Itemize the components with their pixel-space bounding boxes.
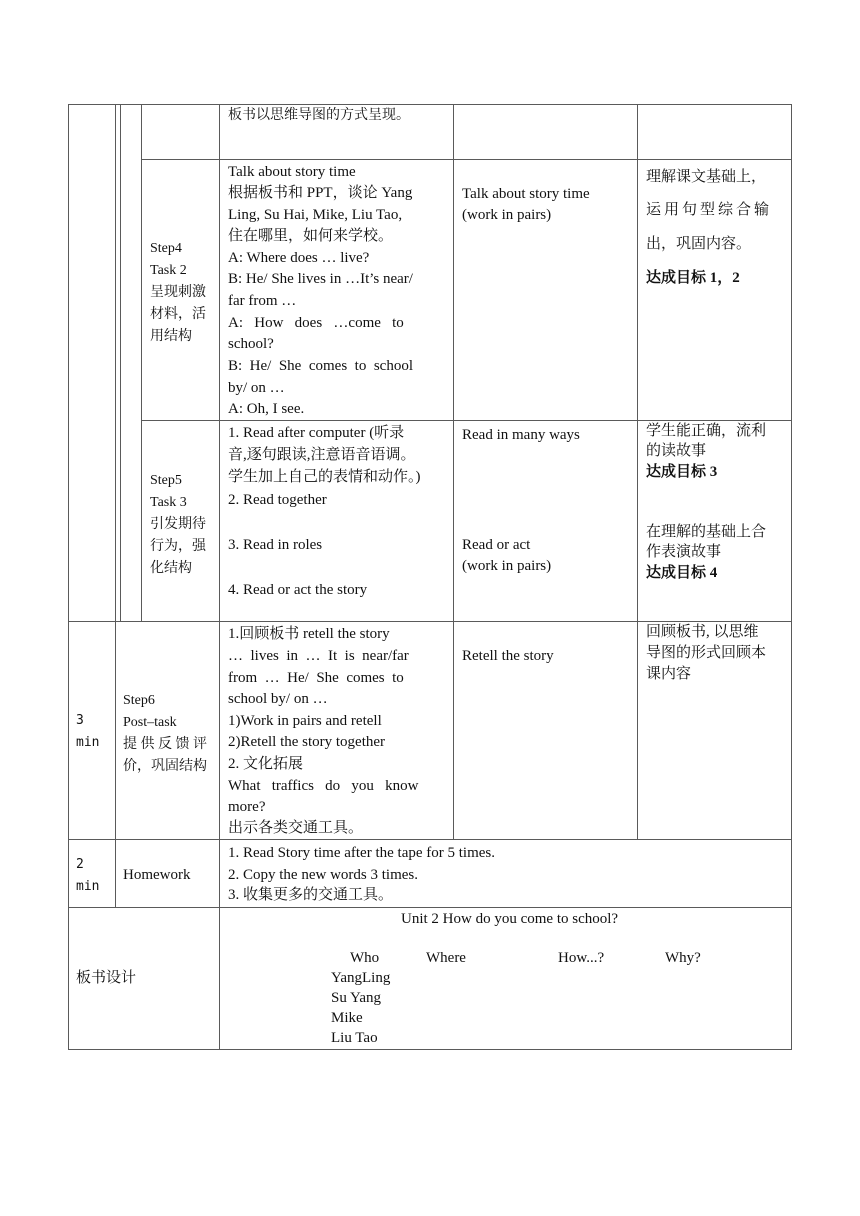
table-left-border — [68, 104, 69, 1050]
task-label: Task 2 — [150, 263, 187, 278]
activity-line: A: How does …come to — [228, 315, 404, 331]
board-name: Su Yang — [331, 990, 382, 1006]
activity-line: 音,逐句跟读,注意语音语调。 — [228, 447, 416, 463]
activity-line: by/ on … — [228, 380, 285, 396]
col-divider — [637, 104, 638, 840]
table-bottom-border — [68, 1049, 792, 1050]
activity-line: A: Oh, I see. — [228, 401, 305, 417]
step-label: Step6 — [123, 693, 155, 708]
student-activity: (work in pairs) — [462, 558, 552, 574]
activity-line: from … He/ She comes to — [228, 670, 404, 686]
time-unit: min — [76, 879, 100, 894]
activity-line: 4. Read or act the story — [228, 582, 368, 598]
activity-line: 根据板书和 PPT，谈论 Yang — [228, 185, 413, 201]
activity-line: 学生加上自己的表情和动作。) — [228, 469, 421, 485]
activity-line: school? — [228, 336, 274, 352]
board-title: Unit 2 How do you come to school? — [401, 911, 619, 927]
goal-line: 在理解的基础上合 — [646, 524, 767, 540]
student-activity: Talk about story time — [462, 186, 590, 202]
row-divider — [68, 907, 792, 908]
activity-line: 1. Read after computer (听录 — [228, 425, 405, 441]
homework-item: 3. 收集更多的交通工具。 — [228, 887, 394, 903]
activity-line: A: Where does … live? — [228, 250, 370, 266]
goal-line: 回顾板书, 以思维 — [646, 624, 759, 640]
activity-line: 2)Retell the story together — [228, 734, 386, 750]
board-header-who: Who — [350, 950, 380, 966]
col-divider — [120, 104, 121, 622]
student-activity: Retell the story — [462, 648, 554, 664]
student-activity: Read or act — [462, 537, 531, 553]
homework-item: 2. Copy the new words 3 times. — [228, 867, 418, 883]
step-label: Step4 — [150, 241, 182, 256]
activity-line: … lives in … It is near/far — [228, 648, 409, 664]
board-name: Mike — [331, 1010, 363, 1026]
purpose-line: 提 供 反 馈 评 — [123, 737, 207, 752]
goal-target: 达成目标 3 — [646, 464, 718, 480]
purpose-line: 呈现刺激 — [150, 285, 206, 300]
task-label: Post–task — [123, 715, 177, 730]
goal-line: 出，巩固内容。 — [646, 236, 752, 252]
board-label: 板书设计 — [76, 970, 137, 986]
activity-line: 出示各类交通工具。 — [228, 820, 364, 836]
activity-line: 1.回顾板书 retell the story — [228, 626, 390, 642]
activity-line: Talk about story time — [228, 164, 356, 180]
activity-line: B: He/ She comes to school — [228, 358, 413, 374]
task-label: Task 3 — [150, 495, 187, 510]
col-divider — [453, 104, 454, 840]
activity-line: far from … — [228, 293, 297, 309]
board-header-how: How...? — [558, 950, 605, 966]
time-value: 2 — [76, 857, 84, 872]
board-name: YangLing — [331, 970, 391, 986]
row-divider — [68, 839, 792, 840]
col-divider — [141, 104, 142, 622]
purpose-line: 材料，活 — [150, 307, 206, 322]
row-divider — [141, 159, 792, 160]
board-header-why: Why? — [665, 950, 701, 966]
board-header-where: Where — [426, 950, 466, 966]
homework-label: Homework — [123, 867, 191, 883]
activity-text: 板书以思维导图的方式呈现。 — [228, 108, 410, 123]
goal-line: 作表演故事 — [646, 544, 722, 560]
board-name: Liu Tao — [331, 1030, 378, 1046]
purpose-line: 价，巩固结构 — [123, 759, 207, 774]
goal-line: 运用句型综合输 — [646, 202, 773, 218]
step-label: Step5 — [150, 473, 182, 488]
goal-line: 导图的形式回顾本 — [646, 645, 767, 661]
activity-line: Ling, Su Hai, Mike, Liu Tao, — [228, 207, 403, 223]
col-divider — [219, 104, 220, 1050]
purpose-line: 化结构 — [150, 561, 192, 576]
goal-target: 达成目标 4 — [646, 565, 718, 581]
goal-line: 的读故事 — [646, 443, 707, 459]
activity-line: B: He/ She lives in …It’s near/ — [228, 271, 413, 287]
goal-line: 理解课文基础上， — [646, 169, 767, 185]
homework-item: 1. Read Story time after the tape for 5 times. — [228, 845, 496, 861]
goal-target: 达成目标 1，2 — [646, 270, 740, 286]
purpose-line: 用结构 — [150, 329, 192, 344]
activity-line: 2. 文化拓展 — [228, 756, 304, 772]
activity-line: school by/ on … — [228, 691, 328, 707]
activity-line: 3. Read in roles — [228, 537, 323, 553]
activity-line: What traffics do you know — [228, 778, 419, 794]
activity-line: 住在哪里，如何来学校。 — [228, 228, 394, 244]
goal-line: 学生能正确，流利 — [646, 423, 767, 439]
student-activity: (work in pairs) — [462, 207, 552, 223]
time-value: 3 — [76, 713, 84, 728]
activity-line: 1)Work in pairs and retell — [228, 713, 382, 729]
purpose-line: 引发期待 — [150, 517, 206, 532]
student-activity: Read in many ways — [462, 427, 580, 443]
table-right-border — [791, 104, 792, 1050]
table-top-border — [68, 104, 792, 105]
purpose-line: 行为，强 — [150, 539, 206, 554]
activity-line: more? — [228, 799, 266, 815]
time-unit: min — [76, 735, 100, 750]
col-divider — [115, 104, 116, 908]
activity-line: 2. Read together — [228, 492, 327, 508]
goal-line: 课内容 — [646, 666, 692, 682]
